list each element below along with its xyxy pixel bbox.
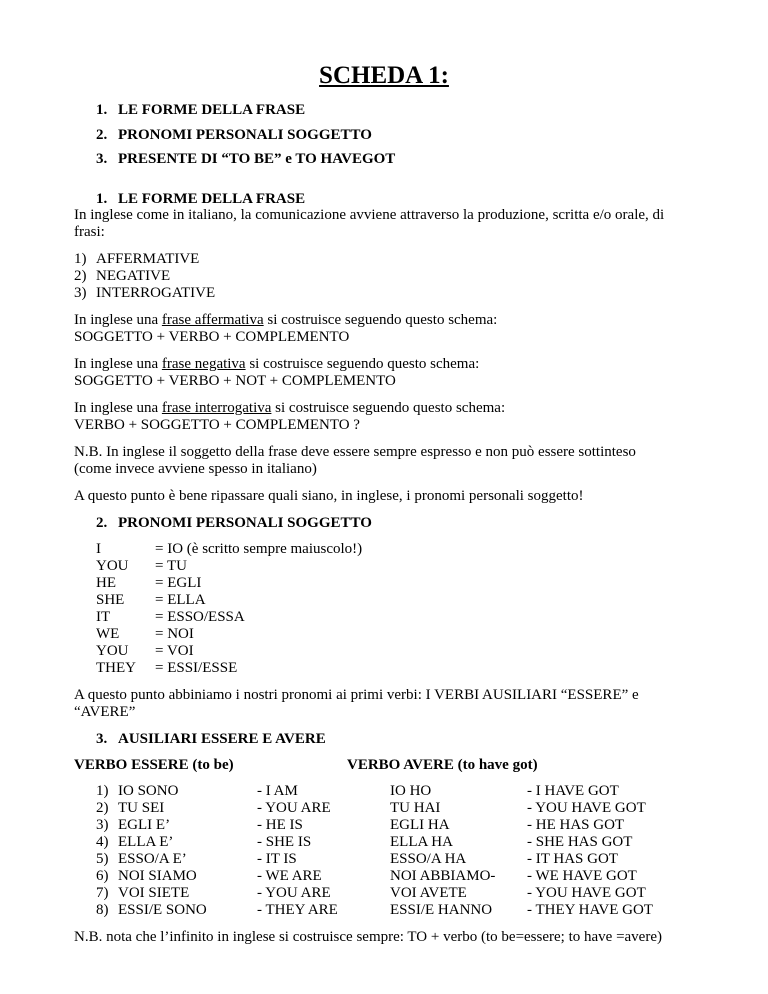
essere-en: - THEY ARE [257, 902, 338, 918]
avere-heading: VERBO AVERE (to have got) [347, 757, 538, 773]
avere-it: NOI ABBIAMO- [390, 868, 496, 884]
pronoun-it: = EGLI [155, 575, 202, 591]
pronoun-en: IT [96, 609, 111, 625]
section1-heading: LE FORME DELLA FRASE [118, 191, 306, 207]
pronoun-en: I [96, 541, 101, 557]
negative-rule-pre: In inglese una [74, 356, 162, 372]
pronoun-it: = ESSI/ESSE [155, 660, 238, 676]
section2-heading: PRONOMI PERSONALI SOGGETTO [118, 515, 372, 531]
essere-it: IO SONO [118, 783, 179, 799]
avere-en: - YOU HAVE GOT [527, 800, 646, 816]
section3-num: 3. [96, 731, 108, 747]
page-title: SCHEDA 1: [319, 62, 449, 89]
affirmative-term: frase affermativa [161, 312, 264, 328]
affirmative-schema: SOGGETTO + VERBO + COMPLEMENTO [74, 329, 350, 345]
verb-row-num: 2) [96, 800, 109, 816]
toc-item-3: PRESENTE DI “TO BE” e TO HAVEGOT [118, 151, 396, 167]
essere-en: - I AM [257, 783, 298, 799]
pronoun-en: YOU [96, 558, 129, 574]
section2-num: 2. [96, 515, 108, 531]
interrogative-rule [74, 400, 505, 417]
toc-item-1: LE FORME DELLA FRASE [118, 102, 306, 118]
pronoun-en: THEY [96, 660, 136, 676]
avere-it: ELLA HA [390, 834, 453, 850]
essere-it: NOI SIAMO [118, 868, 197, 884]
affirmative-rule-post: si costruisce seguendo questo schema: [263, 312, 498, 328]
toc-num-1: 1. [96, 102, 108, 118]
type-affermative: AFFERMATIVE [96, 251, 200, 267]
infinitive-note: N.B. nota che l’infinito in inglese si costruisce sempre: TO + verbo (to be=essere; to have =avere) [74, 929, 662, 945]
avere-en: - THEY HAVE GOT [527, 902, 653, 918]
section3-heading: AUSILIARI ESSERE E AVERE [118, 731, 326, 747]
toc-num-2: 2. [96, 127, 108, 143]
pronoun-it: = IO (è scritto sempre maiuscolo!) [155, 541, 363, 557]
negative-schema: SOGGETTO + VERBO + NOT + COMPLEMENTO [74, 373, 396, 389]
section1-transition: A questo punto è bene ripassare quali siano, in inglese, i pronomi personali soggetto! [74, 488, 584, 504]
essere-heading: VERBO ESSERE (to be) [74, 757, 234, 773]
verb-row-num: 1) [96, 783, 109, 799]
avere-it: EGLI HA [390, 817, 450, 833]
pronoun-it: = ELLA [155, 592, 206, 608]
section2-transition-line1: A questo punto abbiniamo i nostri pronomi ai primi verbi: I VERBI AUSILIARI “ESSERE” e [74, 687, 639, 703]
avere-en: - IT HAS GOT [527, 851, 618, 867]
pronoun-en: HE [96, 575, 116, 591]
pronoun-en: SHE [96, 592, 125, 608]
negative-term: frase negativa [161, 356, 246, 372]
type-num-1: 1) [74, 251, 87, 267]
avere-it: ESSI/E HANNO [390, 902, 493, 918]
essere-en: - HE IS [257, 817, 303, 833]
pronoun-it: = VOI [155, 643, 194, 659]
avere-en: - WE HAVE GOT [527, 868, 637, 884]
essere-it: EGLI E’ [118, 817, 171, 833]
verb-row-num: 6) [96, 868, 109, 884]
pronoun-it: = NOI [155, 626, 194, 642]
essere-en: - WE ARE [257, 868, 322, 884]
avere-en: - SHE HAS GOT [527, 834, 633, 850]
pronoun-it: = TU [155, 558, 187, 574]
avere-en: - HE HAS GOT [527, 817, 625, 833]
affirmative-rule [74, 312, 497, 329]
pronoun-en: YOU [96, 643, 129, 659]
essere-it: ELLA E’ [118, 834, 174, 850]
essere-it: ESSO/A E’ [118, 851, 187, 867]
essere-it: VOI SIETE [118, 885, 190, 901]
essere-it: ESSI/E SONO [118, 902, 207, 918]
negative-rule-post: si costruisce seguendo questo schema: [245, 356, 480, 372]
essere-en: - IT IS [257, 851, 297, 867]
essere-en: - YOU ARE [257, 800, 331, 816]
toc-num-3: 3. [96, 151, 108, 167]
avere-it: TU HAI [390, 800, 441, 816]
interrogative-term: frase interrogativa [161, 400, 272, 416]
avere-it: ESSO/A HA [390, 851, 467, 867]
interrogative-rule-post: si costruisce seguendo questo schema: [271, 400, 506, 416]
pronoun-it: = ESSO/ESSA [155, 609, 245, 625]
verb-row-num: 8) [96, 902, 109, 918]
essere-it: TU SEI [118, 800, 165, 816]
verb-row-num: 3) [96, 817, 109, 833]
type-interrogative: INTERROGATIVE [96, 285, 216, 301]
verb-row-num: 4) [96, 834, 109, 850]
avere-it: IO HO [390, 783, 432, 799]
verb-row-num: 7) [96, 885, 109, 901]
toc-item-2: PRONOMI PERSONALI SOGGETTO [118, 127, 372, 143]
section1-num: 1. [96, 191, 108, 207]
avere-en: - YOU HAVE GOT [527, 885, 646, 901]
negative-rule [74, 356, 479, 373]
type-negative: NEGATIVE [96, 268, 171, 284]
verb-row-num: 5) [96, 851, 109, 867]
essere-en: - SHE IS [257, 834, 312, 850]
interrogative-rule-pre: In inglese una [74, 400, 162, 416]
note-subject-line1: N.B. In inglese il soggetto della frase deve essere sempre espresso e non può essere sottinteso [74, 444, 636, 460]
interrogative-schema: VERBO + SOGGETTO + COMPLEMENTO ? [74, 417, 360, 433]
essere-en: - YOU ARE [257, 885, 331, 901]
affirmative-rule-pre: In inglese una [74, 312, 162, 328]
avere-it: VOI AVETE [390, 885, 467, 901]
type-num-2: 2) [74, 268, 87, 284]
type-num-3: 3) [74, 285, 87, 301]
section1-intro-line1: In inglese come in italiano, la comunicazione avviene attraverso la produzione, scritta e/o orale, di [74, 207, 665, 223]
section2-transition-line2: “AVERE” [74, 704, 136, 720]
section1-intro-line2: frasi: [74, 224, 105, 240]
pronoun-en: WE [96, 626, 120, 642]
avere-en: - I HAVE GOT [527, 783, 619, 799]
pronoun-row [96, 541, 101, 558]
note-subject-line2: (come invece avviene spesso in italiano) [74, 461, 317, 477]
